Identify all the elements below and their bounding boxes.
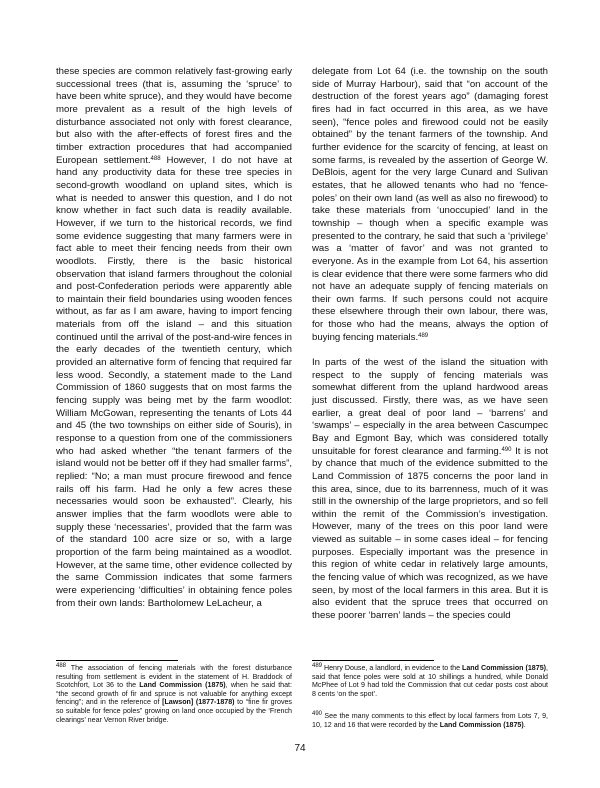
footnote-ref[interactable]: 488: [150, 155, 161, 162]
paragraph: [312, 66, 548, 344]
footnote-490: [312, 712, 548, 729]
paragraph-text: delegate from Lot 64 (i.e. the township on the south side of Murray Harbour), said that “on account of the destruction of the forest years ago” (damaging forest fires had in fact occurred in this area, as we have seen), “fence poles and firewood could not be easily obtained” by the tenant farmers of the township. And further evidence for the scarcity of fencing, at least on some farms, is revealed by the assertion of George W. DeBlois, agent for the very large Cunard and Sulivan estates, that he allowed tenants who had no ‘fence-poles’ on their own land (as well as also no firewood) to take these materials from ‘unoccupied’ land in the township – though when a specific example was presented to the contrary, he said that such a ‘privilege’ was a ‘matter of favor’ and was not granted to everyone. As in the example from Lot 64, his assertion is clear evidence that there were some farmers who did not have an adequate supply of fencing materials on their own farms. If such persons could not acquire these elsewhere through their own labour, there was, for those who had the means, always the option of buying fencing materials.: [312, 66, 548, 343]
footnote-number: 490: [312, 711, 323, 717]
paragraph: [312, 357, 548, 623]
body-column-right: [312, 66, 548, 623]
paragraph: [56, 66, 292, 610]
paragraph-text: these species are common relatively fast-growing early successional trees (that is, assuming the ‘spruce’ to have been white spruce), and they would have become more prevalent as a result of the high levels of disturbance associated not only with forest clearance, but also with the after-effects of forest fires and the timber extraction procedures that had accompanied European settlement.: [56, 66, 292, 166]
footnote-text: The association of fencing materials with the forest disturbance resulting from settlement is evident in the statement of H. Braddock of Scotchfort, Lot 36 to the: [56, 664, 292, 690]
footnote-489: [312, 664, 548, 698]
footnote-text: to “fine fir groves so suitable for fence poles” growing on land once occupied by the ‘French clearings’ near Vernon River bridge.: [56, 698, 292, 724]
footnote-text: See the many comments to this effect by local farmers from Lots 7, 9, 10, 12 and 16 that were recorded by the: [312, 712, 548, 729]
footnote-text: , said that fence poles were sold at 10 shillings a hundred, while Donald McPhee of Lot 9 had told the Commission that cut cedar posts cost about 8 cents ‘on the spot’.: [312, 664, 548, 698]
footnote-488: [56, 664, 292, 724]
page-number: 74: [294, 743, 306, 754]
footnote-divider: [312, 660, 434, 661]
paragraph-text: It is not by chance that much of the evidence submitted to the Land Commission of 1875 concerns the poor land in this area, since, due to its barrenness, much of it was still in the ownership of the large proprietors, and so fell within the remit of the Commission’s investigation. However, many of the trees on this poor land were viewed as suitable – in some cases ideal – for fencing purposes. Especially important was the presence in this region of white cedar in relatively large amounts, the fencing value of which was recognized, as we have seen, by most of the local farmers in this area. But it is also evident that the spruce trees that occurred on these poorer ‘barren’ lands – the species could: [312, 445, 548, 622]
footnote-number: 488: [56, 663, 67, 669]
footnote-text: .: [523, 720, 526, 729]
footnote-text: Henry Douse, a landlord, in evidence to the: [322, 664, 463, 672]
paragraph-text: However, I do not have at hand any productivity data for these tree species in second-growth woodland on upland sites, which is what is needed to answer this question, and I do not know whether in fact such data is readily available. However, if we turn to the historical records, we find some evidence suggesting that many farmers were in fact able to meet their fencing needs from their own woodlots. Firstly, there is the basic historical observation that island farmers throughout the colonial and post-Confederation periods were apparently able to maintain their field boundaries using wooden fences without, as far as I am aware, having to import fencing materials from off the island – and this situation continued until the arrival of the post-and-wire fences in the early decades of the twentieth century, which provided an alternative form of fencing that required far less wood. Secondly, a statement made to the Land Commission of 1860 suggests that on most farms the fencing supply was being met by the farm woodlot: William McGowan, representing the tenants of Lots 44 and 45 (the two townships on either side of Souris), in response to a question from one of the commissioners who had asked whether “the tenant farmers of the island would not be better off if they had smaller farms”, replied: “No; a man must procure firewood and fence rails off his farm. Had he only a few acres these necessaries would soon be exhausted”. Clearly, his answer implies that the farm woodlots were able to supply these ‘necessaries’, provided that the farm was of the standard 100 acre size or so, with a large proportion of the farm being maintained as a woodlot. However, at the same time, other evidence collected by the same Commission indicates that some farmers were experiencing ‘difficulties’ in obtaining fence poles from their own lands: Bartholomew LeLacheur, a: [56, 154, 292, 609]
footnote-divider: [56, 660, 178, 661]
footnote-number: 489: [312, 663, 323, 669]
body-column-left: [56, 66, 292, 610]
citation: Land Commission (1875): [462, 664, 546, 672]
paragraph-text: In parts of the west of the island the situation with respect to the supply of fencing materials was somewhat different from the upland hardwood areas just discussed. Firstly, there was, as we have seen earlier, a great deal of poor land – ‘barrens’ and ‘swamps’ – especially in the area between Cascumpec Bay and Egmont Bay, which was considered totally unsuitable for forest clearance and farming.: [312, 356, 548, 457]
footnote-text: , when he said that: “the second growth of fir and spruce is not valuable for anything except fencing”; and in the reference of: [56, 681, 292, 707]
citation: Land Commission (1875): [139, 681, 226, 690]
footnote-ref[interactable]: 490: [501, 446, 512, 453]
footnote-ref[interactable]: 489: [418, 332, 429, 339]
citation: [Lawson] (1877-1878): [162, 698, 235, 707]
citation: Land Commission (1875): [439, 720, 524, 729]
